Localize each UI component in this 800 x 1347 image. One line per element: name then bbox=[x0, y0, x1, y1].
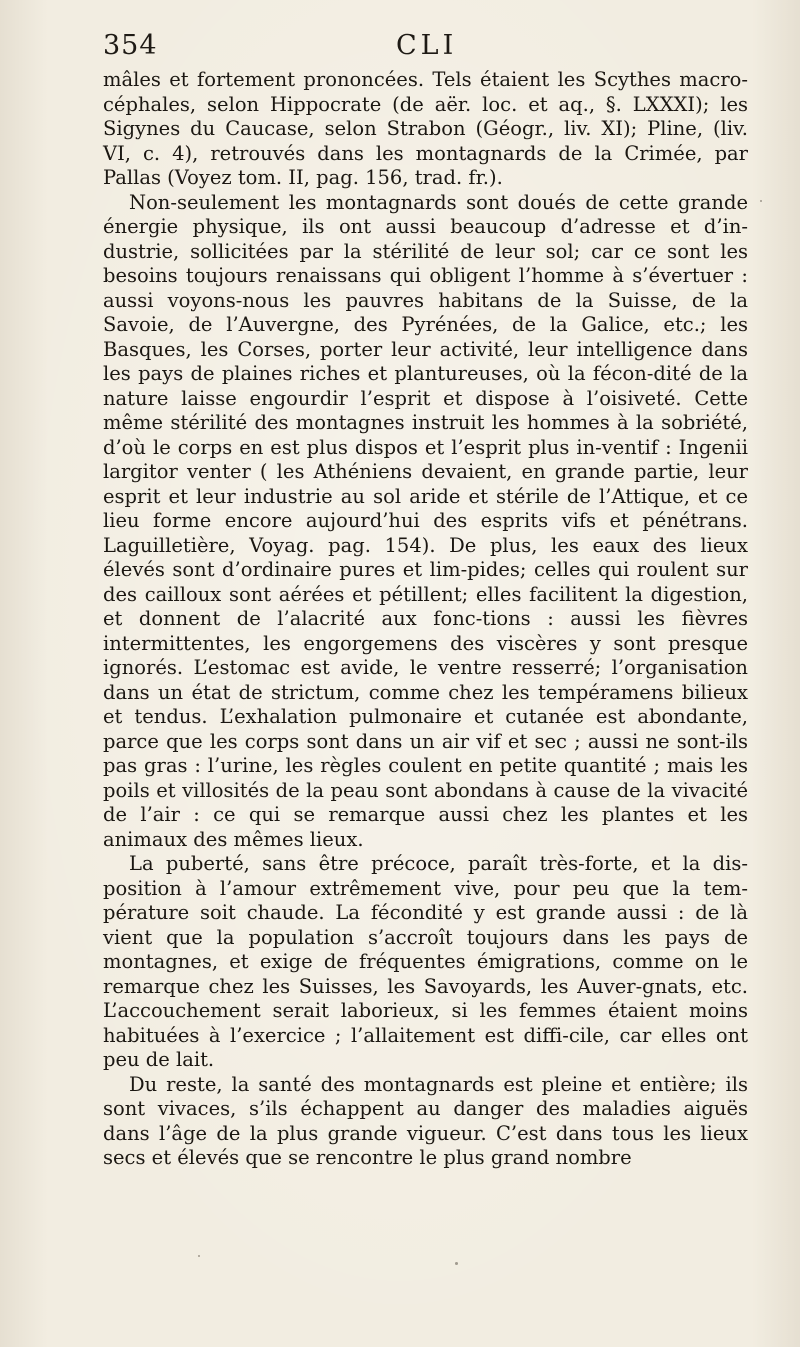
paragraph-mountaineers-energy: Non-seulement les montagnards sont doués de cette grande énergie physique, ils ont aussi beaucoup d’adresse et d’in-dustrie, sollicitées par la stérilité de leur sol; car ce sont les besoins toujours renaissans qui obligent l’homme à s’évertuer : aussi voyons-nous les pauvres habitans de la Suisse, de la Savoie, de l’Auvergne, des Pyrénées, de la Galice, etc.; les Basques, les Corses, porter leur activité, leur intelligence dans les pays de plaines riches et plantureuses, où la fécon-dité de la nature laisse engourdir l’esprit et dispose à l’oisiveté. Cette même stérilité des montagnes instruit les hommes à la sobriété, d’où le corps en est plus dispos et l’esprit plus in-ventif : Ingenii largitor venter ( les Athéniens devaient, en grande partie, leur esprit et leur industrie au sol aride et stérile de l’Attique, et ce lieu forme encore aujourd’hui des esprits vifs et pénétrans. Laguilletière, Voyag. pag. 154). De plus, les eaux des lieux élevés sont d’ordinaire pures et lim-pides; celles qui roulent sur des cailloux sont aérées et pétillent; elles facilitent la digestion, et donnent de l’alacrité aux fonc-tions : aussi les fièvres intermittentes, les engorgemens des viscères y sont presque ignorés. L’estomac est avide, le ventre resserré; l’organisation dans un état de strictum, comme chez les tempéramens bilieux et tendus. L’exhalation pulmonaire et cutanée est abondante, parce que les corps sont dans un air vif et sec ; aussi ne sont-ils pas gras : l’urine, les règles coulent en petite quantité ; mais les poils et villosités de la peau sont abondans à cause de la vivacité de l’air : ce qui se remarque aussi chez les plantes et les animaux des mêmes lieux. bbox=[103, 190, 748, 851]
page-number: 354 bbox=[103, 30, 158, 61]
paper-speck bbox=[760, 200, 762, 202]
paragraph-puberty: La puberté, sans être précoce, paraît très-forte, et la dis-position à l’amour extrêmement vive, pour peu que la tem-pérature soit chaude. La fécondité y est grande aussi : de là vient que la population s’accroît toujours dans les pays de montagnes, et exige de fréquentes émigrations, comme on le remarque chez les Suisses, les Savoyards, les Auver-gnats, etc. L’accouchement serait laborieux, si les femmes étaient moins habituées à l’exercice ; l’allaitement est diffi-cile, car elles ont peu de lait. bbox=[103, 852, 748, 1071]
paper-speck bbox=[455, 1262, 458, 1265]
paragraph-health: Du reste, la santé des montagnards est pleine et entière; ils sont vivaces, s’ils échappent au danger des maladies aiguës dans l’âge de la plus grande vigueur. C’est dans tous les lieux secs et élevés que se rencontre le plus grand nombre bbox=[103, 1072, 748, 1169]
body-text bbox=[103, 68, 748, 1171]
running-head: CLI bbox=[396, 30, 458, 61]
paragraph-continuation: mâles et fortement prononcées. Tels étaient les Scythes macro-céphales, selon Hippocrate (de aër. loc. et aq., §. LXXXI); les Sigynes du Caucase, selon Strabon (Géogr., liv. XI); Pline, (liv. VI, c. 4), retrouvés dans les montagnards de la Crimée, par Pallas (Voyez tom. II, pag. 156, trad. fr.). bbox=[103, 68, 748, 189]
paper-speck bbox=[198, 1255, 200, 1257]
page-header bbox=[100, 30, 750, 70]
